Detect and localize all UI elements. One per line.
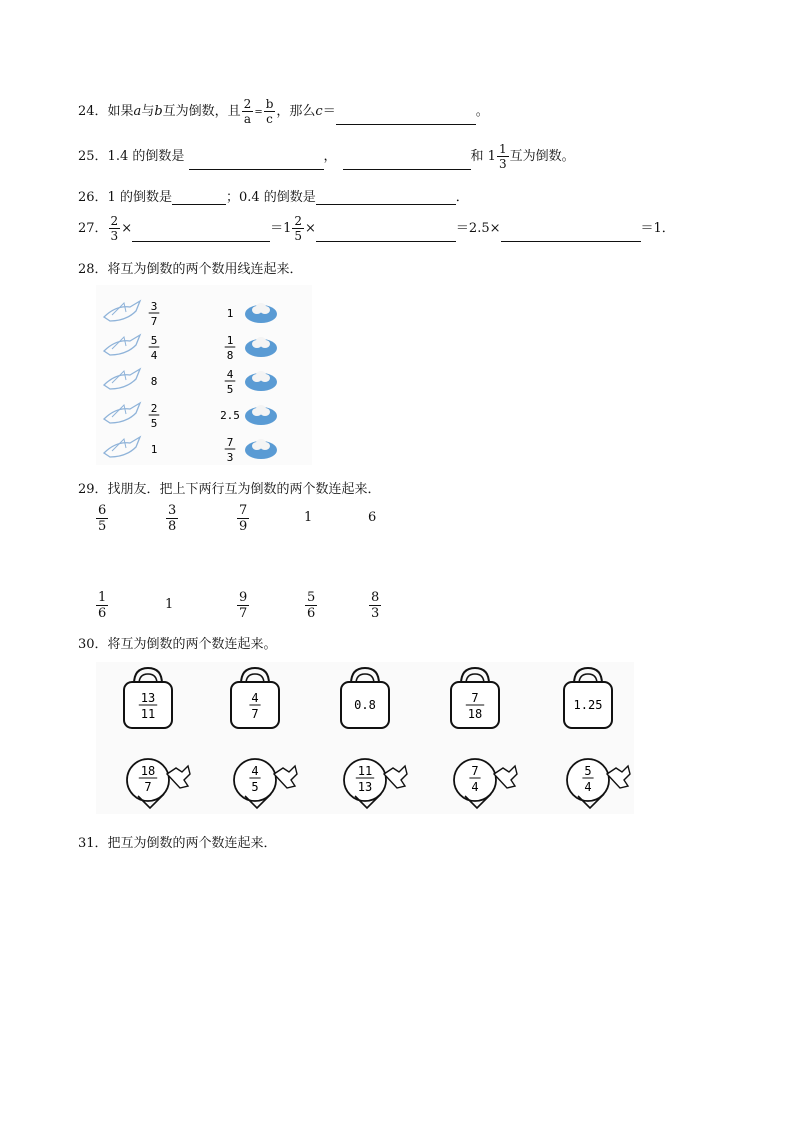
question-31: 31．把互为倒数的两个数连起来． (78, 836, 277, 851)
period: 。 (475, 104, 489, 119)
bird-nest-panel (96, 285, 312, 465)
svg-text:4: 4 (251, 691, 259, 705)
bird-icon (104, 301, 140, 321)
nest-number (227, 307, 234, 320)
comma: ， (323, 149, 337, 164)
fraction: $\frac{b}{c}$ (265, 97, 274, 126)
svg-text:0.8: 0.8 (354, 698, 376, 713)
times-sign: × (121, 221, 133, 236)
svg-text:1: 1 (150, 442, 158, 456)
nest-number (225, 436, 236, 464)
key-icon (454, 759, 517, 808)
svg-text:1.25: 1.25 (573, 698, 603, 713)
nest-icon (245, 337, 277, 357)
svg-text:18: 18 (467, 707, 483, 721)
q24-mid: 互为倒数，且 (162, 104, 241, 119)
svg-text:5: 5 (584, 764, 592, 778)
lock-key-panel (96, 662, 634, 814)
q29-top-item[interactable]: $\frac{3}{8}$ (168, 503, 177, 534)
svg-text:11: 11 (357, 764, 373, 778)
question-26 (78, 186, 469, 205)
svg-text:2: 2 (150, 402, 158, 415)
fraction: $\frac{2}{3}$ (110, 214, 119, 243)
svg-text:5: 5 (150, 417, 158, 430)
answer-blank[interactable] (172, 192, 226, 205)
q29-bottom-item[interactable]: 1 (165, 597, 174, 612)
svg-text:7: 7 (144, 780, 152, 794)
svg-text:4: 4 (251, 764, 259, 778)
q24-with: 与 (141, 104, 155, 119)
answer-blank[interactable] (189, 157, 324, 170)
bird-number (149, 300, 160, 328)
lock-number (574, 698, 603, 712)
lock-number (354, 698, 376, 712)
svg-text:2.5: 2.5 (220, 408, 240, 422)
svg-text:13: 13 (357, 780, 373, 794)
svg-text:8: 8 (150, 374, 158, 388)
bird-icon (104, 403, 140, 423)
mixed-whole: 1 (487, 149, 496, 164)
question-24 (78, 98, 489, 125)
fraction: $\frac{2}{a}$ (243, 97, 252, 126)
question-30: 30．将互为倒数的两个数连起来。 (78, 637, 277, 652)
svg-text:1: 1 (226, 306, 234, 320)
svg-text:4: 4 (150, 349, 158, 362)
svg-text:5: 5 (226, 383, 234, 396)
nest-icon (245, 303, 277, 323)
question-27 (78, 215, 675, 242)
q26-prefix: 26．1 的倒数是 (78, 190, 172, 205)
svg-text:5: 5 (150, 334, 158, 347)
svg-text:7: 7 (471, 691, 479, 705)
answer-blank[interactable] (132, 229, 270, 242)
var-a: a (133, 104, 142, 119)
key-icon (234, 759, 297, 808)
q26-mid: ；0.4 的倒数是 (225, 190, 316, 205)
svg-text:8: 8 (226, 349, 234, 362)
svg-text:7: 7 (226, 436, 234, 449)
q27-end: ＝1． (640, 221, 675, 236)
bird-icon (104, 369, 140, 389)
equals: ＝ (322, 104, 336, 119)
q29-top-item[interactable]: 1 (304, 510, 313, 525)
answer-blank[interactable] (316, 229, 456, 242)
svg-text:18: 18 (140, 764, 156, 778)
bird-number (149, 402, 160, 430)
svg-text:7: 7 (251, 707, 259, 721)
nest-icon (245, 371, 277, 391)
svg-text:11: 11 (140, 707, 156, 721)
q29-bottom-item[interactable]: $\frac{1}{6}$ (98, 590, 107, 621)
nest-number (225, 368, 236, 396)
var-c: c (315, 104, 323, 119)
svg-text:7: 7 (471, 764, 479, 778)
answer-blank[interactable] (316, 192, 456, 205)
lock-key-figure (96, 662, 634, 814)
answer-blank[interactable] (501, 229, 641, 242)
q29-top-item[interactable]: $\frac{6}{5}$ (98, 503, 107, 534)
svg-text:3: 3 (150, 300, 158, 313)
q29-top-item[interactable]: $\frac{7}{9}$ (239, 503, 248, 534)
fraction: $\frac{1}{3}$ (498, 142, 507, 171)
question-29: 29．找朋友．把上下两行互为倒数的两个数连起来． (78, 482, 381, 497)
svg-text:13: 13 (140, 691, 156, 705)
bird-nest-figure (96, 285, 312, 465)
times-sign: × (305, 221, 316, 236)
equals: ＝2.5× (455, 221, 501, 236)
nest-number (225, 334, 236, 362)
q24-tail: ，那么 (276, 104, 316, 119)
key-icon (567, 759, 630, 808)
q29-bottom-item[interactable]: $\frac{9}{7}$ (239, 590, 248, 621)
answer-blank[interactable] (336, 112, 476, 125)
q29-top-item[interactable]: 6 (368, 510, 377, 525)
nest-icon (245, 439, 277, 459)
svg-text:3: 3 (226, 451, 234, 464)
svg-text:1: 1 (226, 334, 234, 347)
and-text: 和 (470, 149, 484, 164)
bird-number (149, 334, 160, 362)
answer-blank[interactable] (343, 157, 471, 170)
q27-prefix: 27． (78, 221, 108, 236)
period: ． (455, 190, 469, 205)
bird-number (151, 443, 158, 456)
var-b: b (154, 104, 163, 119)
svg-text:4: 4 (226, 368, 234, 381)
bird-number (151, 375, 158, 388)
equals: = (254, 107, 263, 118)
nest-number (220, 409, 240, 422)
svg-text:7: 7 (150, 315, 158, 328)
question-25 (78, 143, 575, 170)
equals: ＝1 (270, 221, 292, 236)
q29-bottom-item[interactable]: $\frac{5}{6}$ (307, 590, 316, 621)
question-28: 28．将互为倒数的两个数用线连起来． (78, 262, 303, 277)
nest-icon (245, 405, 277, 425)
svg-text:4: 4 (584, 780, 592, 794)
key-icon (127, 759, 190, 808)
fraction: $\frac{2}{5}$ (294, 214, 303, 243)
bird-icon (104, 335, 140, 355)
svg-text:5: 5 (251, 780, 259, 794)
q24-prefix: 24．如果 (78, 104, 134, 119)
q25-end: 互为倒数。 (509, 149, 575, 164)
q29-bottom-item[interactable]: $\frac{8}{3}$ (371, 590, 380, 621)
key-icon (344, 759, 407, 808)
svg-text:4: 4 (471, 780, 479, 794)
bird-icon (104, 437, 140, 457)
q25-prefix: 25．1.4 的倒数是 (78, 149, 185, 164)
